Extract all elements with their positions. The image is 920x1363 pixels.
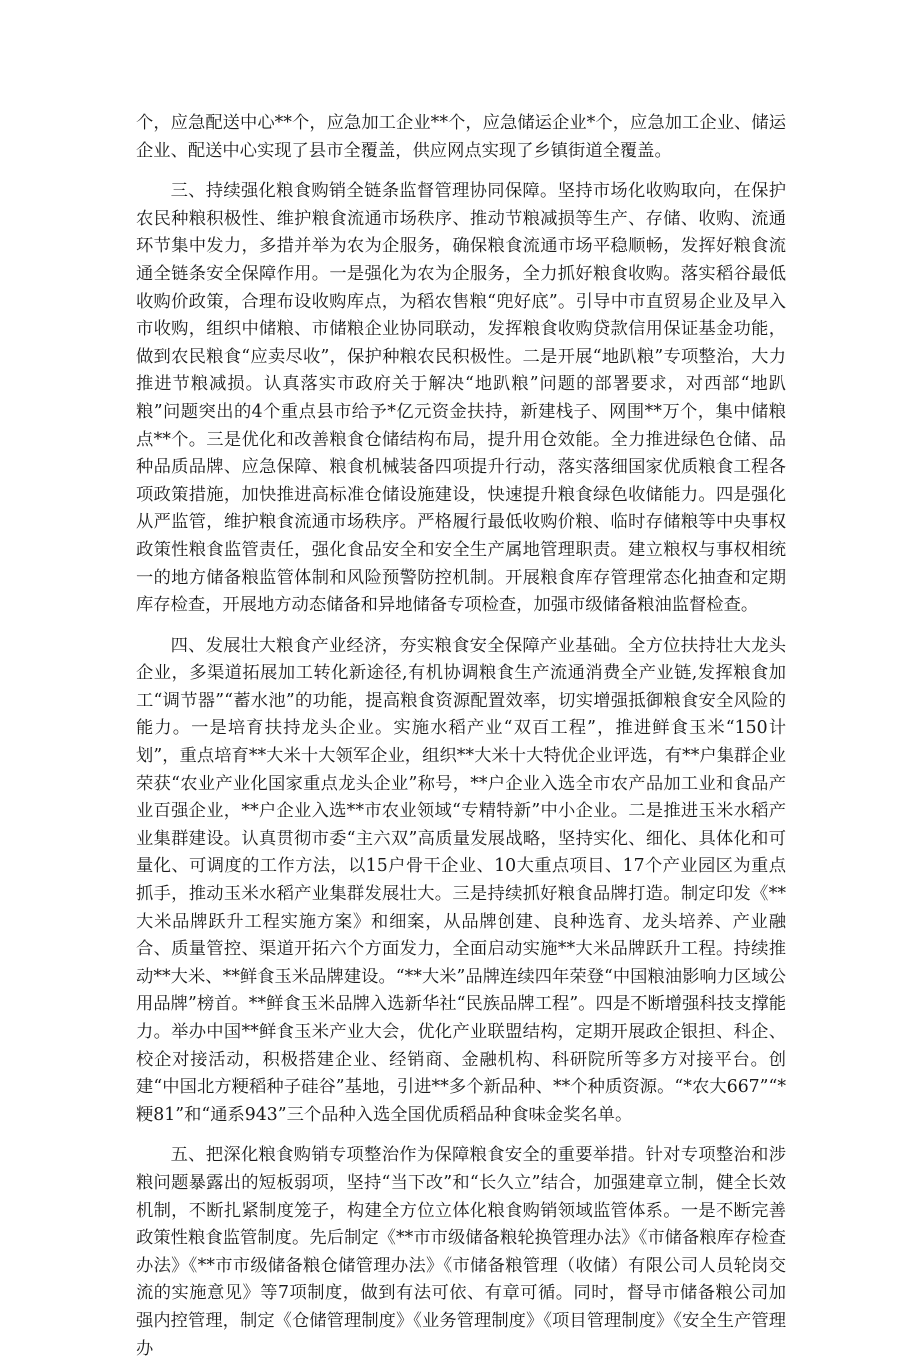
paragraph-section-three: 三、持续强化粮食购销全链条监督管理协同保障。坚持市场化收购取向，在保护农民种粮积极性、维护粮食流通市场秩序、推动节粮减损等生产、存储、收购、流通环节集中发力，多措并举为农为企服务，确保粮食流通市场平稳顺畅，发挥好粮食流通全链条安全保障作用。一是强化为农为企服务，全力抓好粮食收购。落实稻谷最低收购价政策，合理布设收购库点，为稻农售粮“兜好底”。引导中市直贸易企业及早入市收购，组织中储粮、市储粮企业协同联动，发挥粮食收购贷款信用保证基金功能，做到农民粮食“应卖尽收”，保护种粮农民积极性。二是开展“地趴粮”专项整治，大力推进节粮减损。认真落实市政府关于解决“地趴粮”问题的部署要求，对西部“地趴粮”问题突出的4个重点县市给予*亿元资金扶持，新建栈子、网围**万个，集中储粮点**个。三是优化和改善粮食仓储结构布局，提升用仓效能。全力推进绿色仓储、品种品质品牌、应急保障、粮食机械装备四项提升行动，落实落细国家优质粮食工程各项政策措施，加快推进高标准仓储设施建设，快速提升粮食绿色收储能力。四是强化从严监管，维护粮食流通市场秩序。严格履行最低收购价粮、临时存储粮等中央事权政策性粮食监管责任，强化食品安全和安全生产属地管理职责。建立粮权与事权相统一的地方储备粮监管体制和风险预警防控机制。开展粮食库存管理常态化抽查和定期库存检查，开展地方动态储备和异地储备专项检查，加强市级储备粮油监督检查。 [136,181,786,616]
paragraph-section-four: 四、发展壮大粮食产业经济，夯实粮食安全保障产业基础。全方位扶持壮大龙头企业，多渠道拓展加工转化新途径,有机协调粮食生产流通消费全产业链,发挥粮食加工“调节器”“蓄水池”的功能，提高粮食资源配置效率，切实增强抵御粮食安全风险的能力。一是培育扶持龙头企业。实施水稻产业“双百工程”，推进鲜食玉米“150计划”，重点培育**大米十大领军企业，组织**大米十大特优企业评选，有**户集群企业荣获“农业产业化国家重点龙头企业”称号，**户企业入选全市农产品加工业和食品产业百强企业，**户企业入选**市农业领域“专精特新”中小企业。二是推进玉米水稻产业集群建设。认真贯彻市委“主六双”高质量发展战略，坚持实化、细化、具体化和可量化、可调度的工作方法，以15户骨干企业、10大重点项目、17个产业园区为重点抓手，推动玉米水稻产业集群发展壮大。三是持续抓好粮食品牌打造。制定印发《**大米品牌跃升工程实施方案》和细案，从品牌创建、良种选育、龙头培养、产业融合、质量管控、渠道开拓六个方面发力，全面启动实施**大米品牌跃升工程。持续推动**大米、**鲜食玉米品牌建设。“**大米”品牌连续四年荣登“中国粮油影响力区域公用品牌”榜首。**鲜食玉米品牌入选新华社“民族品牌工程”。四是不断增强科技支撑能力。举办中国**鲜食玉米产业大会，优化产业联盟结构，定期开展政企银担、科企、校企对接活动，积极搭建企业、经销商、金融机构、科研院所等多方对接平台。创建“中国北方粳稻种子硅谷”基地，引进**多个新品种、**个种质资源。“*农大667”“*粳81”和“通系943”三个品种入选全国优质稻品种食味金奖名单。 [136,635,786,1125]
paragraph-section-five: 五、把深化粮食购销专项整治作为保障粮食安全的重要举措。针对专项整治和涉粮问题暴露出的短板弱项，坚持“当下改”和“长久立”结合，加强建章立制，健全长效机制，不断扎紧制度笼子，构建全方位立体化粮食购销领域监管体系。一是不断完善政策性粮食监管制度。先后制定《**市市级储备粮轮换管理办法》《市储备粮库存检查办法》《**市市级储备粮仓储管理办法》《市储备粮管理（收储）有限公司人员轮岗交流的实施意见》等7项制度，做到有法可依、有章可循。同时，督导市储备粮公司加强内控管理，制定《仓储管理制度》《业务管理制度》《项目管理制度》《安全生产管理办 [136,1145,786,1359]
document-body [136,110,786,1363]
paragraph-continuation: 个，应急配送中心**个，应急加工企业**个，应急储运企业*个，应急加工企业、储运企业、配送中心实现了县市全覆盖，供应网点实现了乡镇街道全覆盖。 [136,113,786,161]
